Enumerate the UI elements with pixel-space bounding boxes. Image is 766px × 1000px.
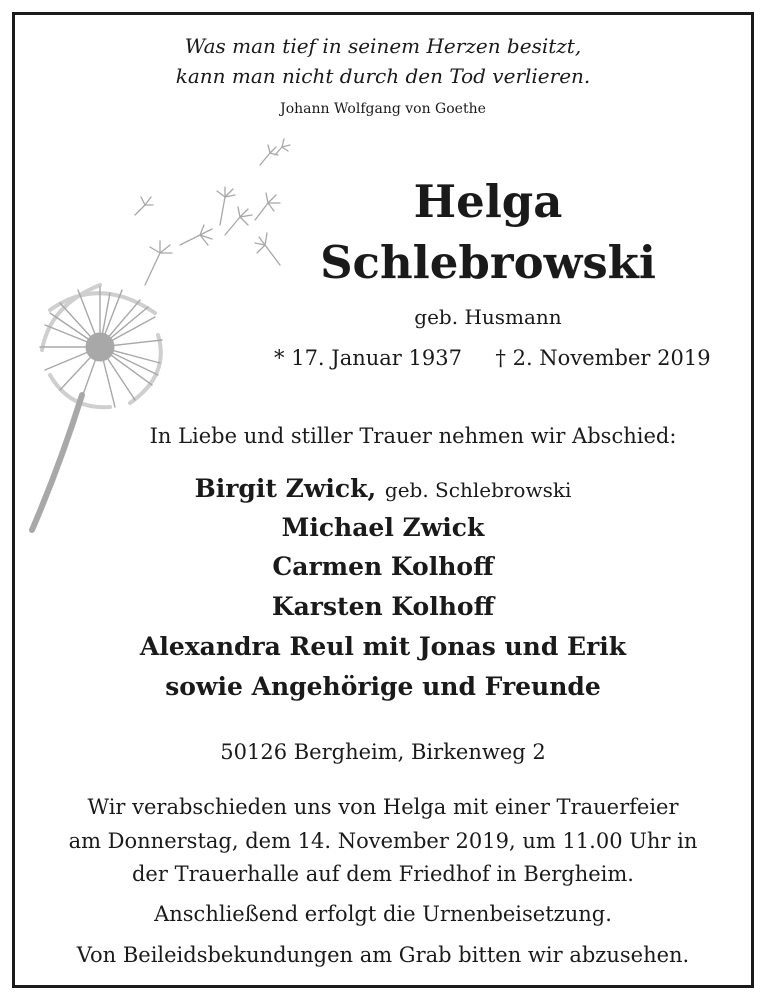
mourner-2: Michael Zwick xyxy=(281,513,485,542)
mourner-1 xyxy=(0,474,766,503)
mourner-4: Karsten Kolhoff xyxy=(271,592,495,621)
service-line-3: der Trauerhalle auf dem Friedhof in Bergheim. xyxy=(131,862,634,886)
mourner-5: Alexandra Reul mit Jonas und Erik xyxy=(139,632,627,661)
mourner-3: Carmen Kolhoff xyxy=(272,552,494,581)
deceased-last-name: Schlebrowski xyxy=(320,236,656,289)
deceased-maiden-name: geb. Husmann xyxy=(414,305,562,329)
mourner-6: sowie Angehörige und Freunde xyxy=(165,672,601,701)
birth-date: * 17. Januar 1937 xyxy=(274,346,462,370)
farewell-line: In Liebe und stiller Trauer nehmen wir Abschied: xyxy=(149,424,677,448)
death-date: † 2. November 2019 xyxy=(495,346,711,370)
quote-line-1: Was man tief in seinem Herzen besitzt, xyxy=(184,34,582,58)
quote-author: Johann Wolfgang von Goethe xyxy=(280,101,486,117)
quote-line-2: kann man nicht durch den Tod verlieren. xyxy=(175,64,591,88)
service-line-2: am Donnerstag, dem 14. November 2019, um 11.00 Uhr in xyxy=(68,829,698,853)
address: 50126 Bergheim, Birkenweg 2 xyxy=(220,740,546,764)
mourner-1-name: Birgit Zwick, xyxy=(194,474,377,503)
urn-note: Anschließend erfolgt die Urnenbeisetzung. xyxy=(154,902,612,926)
condolence-note: Von Beileidsbekundungen am Grab bitten wir abzusehen. xyxy=(76,943,690,967)
mourner-1-note: geb. Schlebrowski xyxy=(384,478,572,502)
deceased-first-name: Helga xyxy=(413,175,563,228)
service-line-1: Wir verabschieden uns von Helga mit einer Trauerfeier xyxy=(87,795,679,819)
